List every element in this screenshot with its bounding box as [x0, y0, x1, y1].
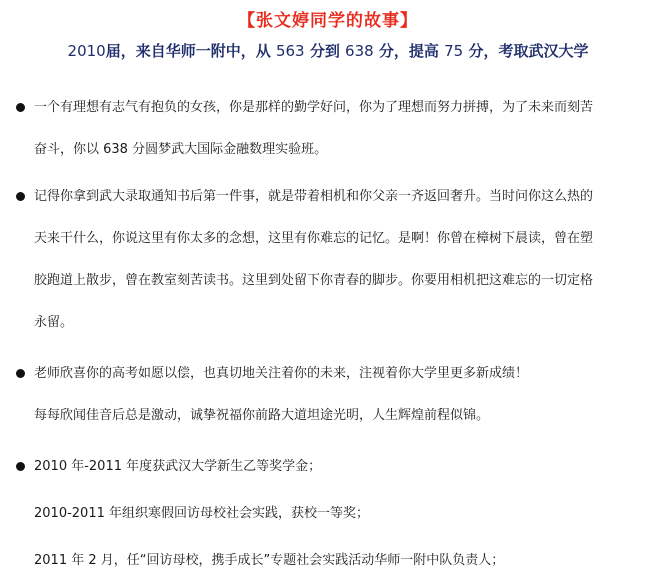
- paragraph-line: 每每欣闻佳音后总是激动，诚挚祝福你前路大道坦途光明，人生辉煌前程似锦。: [34, 408, 490, 423]
- subtitle-text-4: 分，考取武汉大学: [463, 42, 589, 60]
- subtitle-year: 2010: [67, 42, 106, 60]
- subtitle-text-1: 届，来自华师一附中，从: [105, 42, 276, 60]
- story-paragraph: [16, 364, 646, 384]
- bullet-icon: [16, 103, 25, 112]
- bullet-icon: [16, 192, 25, 201]
- story-paragraph: [16, 187, 646, 333]
- award-item: 2010-2011 年组织寒假回访母校社会实践，获校一等奖；: [34, 506, 369, 521]
- paragraph-line: 一个有理想有志气有抱负的女孩，你是那样的勤学好问，你为了理想而努力拼搏，为了未来而刻苦: [34, 100, 594, 115]
- bullet-icon: [16, 369, 25, 378]
- paragraph-line: 老师欣喜你的高考如愿以偿，也真切地关注着你的未来，注视着你大学里更多新成绩！: [34, 366, 529, 381]
- paragraph-line: 永留。: [34, 315, 74, 330]
- paragraph-line: 记得你拿到武大录取通知书后第一件事，就是带着相机和你父亲一齐返回奢升。当时问你这么热的: [34, 189, 594, 204]
- story-paragraph: [16, 98, 646, 160]
- story-title: 【张文婷同学的故事】: [238, 11, 418, 31]
- subtitle-text-2: 分到: [304, 42, 346, 60]
- subtitle-score-gain: 75: [444, 42, 464, 60]
- award-item: 2010 年-2011 年度获武汉大学新生乙等奖学金；: [34, 459, 322, 474]
- award-list: [16, 457, 646, 477]
- subtitle-score-from: 563: [275, 42, 305, 60]
- subtitle-text-3: 分，提高: [373, 42, 445, 60]
- subtitle-score-to: 638: [345, 42, 374, 60]
- award-item: 2011 年 2 月，任“回访母校，携手成长”专题社会实践活动华师一附中队负责人；: [34, 553, 505, 568]
- paragraph-line: 天来干什么，你说这里有你太多的念想，这里有你难忘的记忆。是啊！你曾在樟树下晨读，曾在塑: [34, 231, 594, 246]
- story-subtitle: [0, 40, 656, 61]
- story-content: [16, 98, 646, 571]
- paragraph-line: 奋斗，你以 638 分圆梦武大国际金融数理实验班。: [34, 142, 328, 157]
- bullet-icon: [16, 462, 25, 471]
- paragraph-line: 胶跑道上散步，曾在教室刻苦读书。这里到处留下你青春的脚步。你要用相机把这难忘的一切定格: [34, 273, 594, 288]
